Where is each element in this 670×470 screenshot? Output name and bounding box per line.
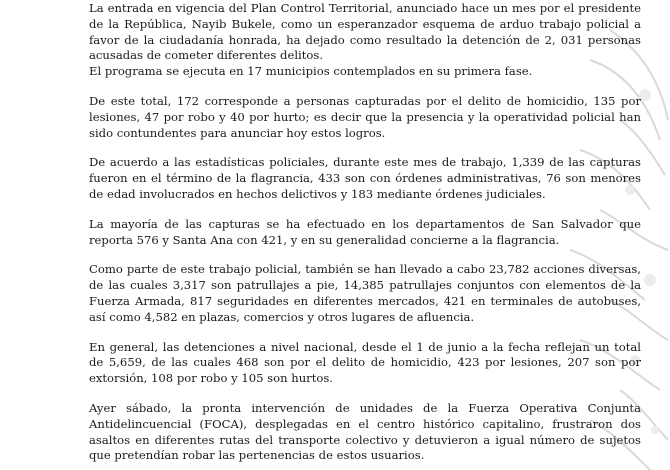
paragraph-total-capturas: De este total, 172 corresponde a personas capturadas por el delito de homicidio, 135 por lesiones, 47 por robo y 40 por hurto; es decir que la presencia y la operatividad policial han sido contundentes para anunciar hoy estos logros. [89, 93, 641, 140]
paragraph-foca: Ayer sábado, la pronta intervención de unidades de la Fuerza Operativa Conjunta Antidelincuencial (FOCA), desplegadas en el centro histórico capitalino, frustraron dos asaltos en diferentes rutas del transporte colectivo y detuvieron a igual número de sujetos que pretendían robar las pertenencias de estos usuarios. [89, 400, 641, 463]
document-body [89, 1, 641, 470]
paragraph-estadisticas: De acuerdo a las estadísticas policiales, durante este mes de trabajo, 1,339 de las capturas fueron en el término de la flagrancia, 433 son con órdenes administrativas, 76 son menores de edad involucrados en hechos delictivos y 183 mediante órdenes judiciales. [89, 155, 641, 201]
paragraph-acciones-diversas: Como parte de este trabajo policial, también se han llevado a cabo 23,782 acciones diversas, de las cuales 3,317 son patrullajes a pie, 14,385 patrullajes conjuntos con elementos de la Fuerza Armada, 817 seguridades en diferentes mercados, 421 en terminales de autobuses, así como 4,582 en plazas, comercios y otros lugares de afluencia. [89, 262, 641, 324]
paragraph-detenciones-nacional: En general, las detenciones a nivel nacional, desde el 1 de junio a la fecha reflejan un total de 5,659, de las cuales 468 son por el delito de homicidio, 423 por lesiones, 207 son por extorsión, 108 por robo y 105 son hurtos. [89, 339, 641, 386]
paragraph-municipios: El programa se ejecuta en 17 municipios contemplados en su primera fase. [89, 64, 533, 79]
paragraph-plan-control-territorial: La entrada en vigencia del Plan Control Territorial, anunciado hace un mes por el presidente de la República, Nayib Bukele, como un esperanzador esquema de arduo trabajo policial a favor de la ciudadanía honrada, ha dejado como resultado la detención de 2, 031 personas acusadas de cometer diferentes delitos. [89, 1, 641, 63]
paragraph-departamentos: La mayoría de las capturas se ha efectuado en los departamentos de San Salvador que reporta 576 y Santa Ana con 421, y en su generalidad concierne a la flagrancia. [89, 216, 641, 247]
